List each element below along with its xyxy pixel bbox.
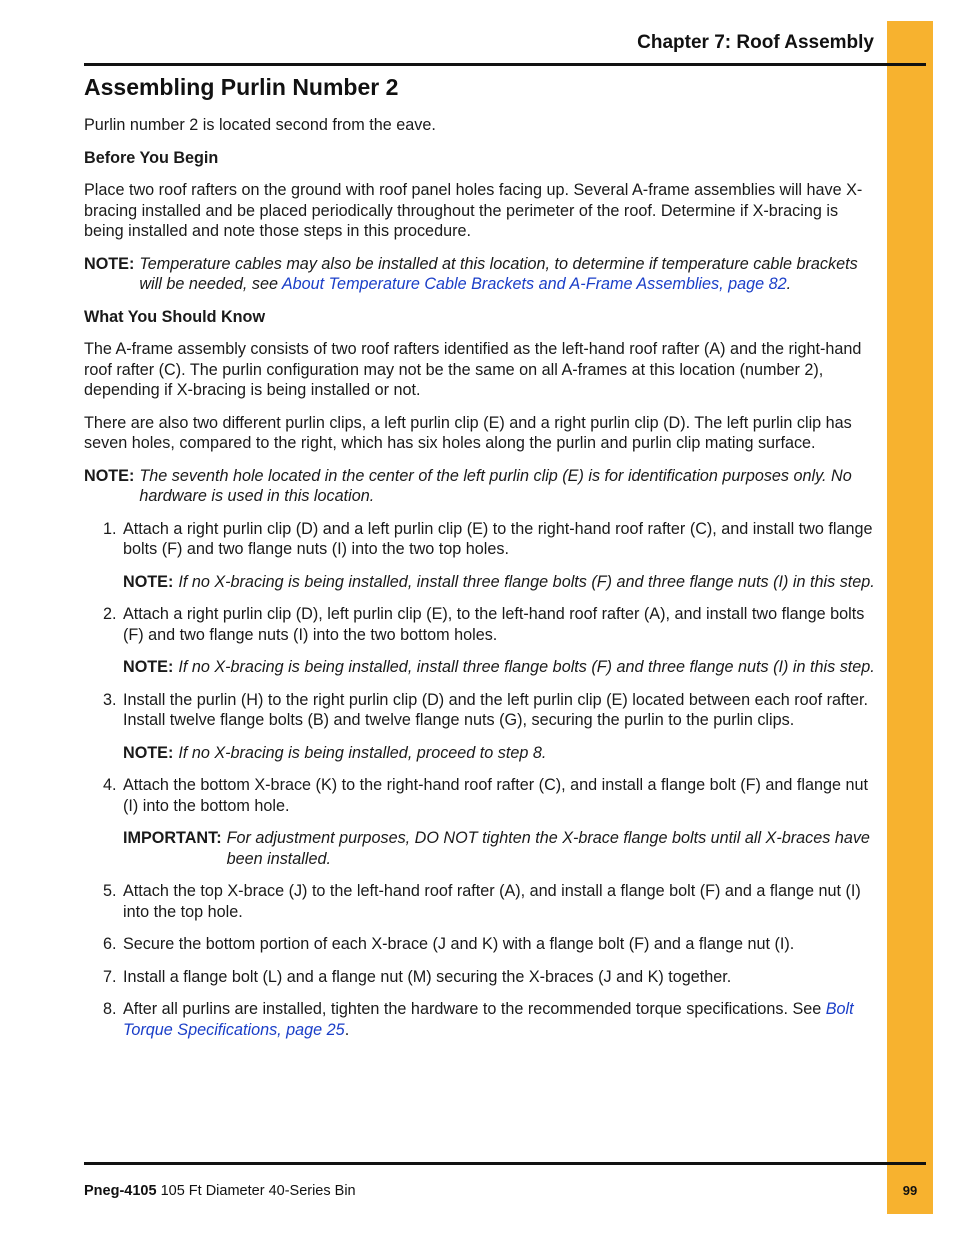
- step-text: Attach a right purlin clip (D) and a left purlin clip (E) to the right-hand roof rafter (C), and install two flange bolts (F) and two flange nuts (I) into the two top holes.: [123, 519, 873, 558]
- before-paragraph: Place two roof rafters on the ground with roof panel holes facing up. Several A-frame assemblies will have X-bracing installed and be placed periodically throughout the perimeter of the roof. Determine if X-bracing is being installed and note those steps in this procedure.: [84, 181, 863, 240]
- before-note: [84, 254, 876, 295]
- step-body: After all purlins are installed, tighten the hardware to the recommended torque specifications. See: [123, 1000, 826, 1018]
- note-body: Temperature cables may also be installed at this location, to determine if temperature cable brackets will be needed, see: [139, 254, 858, 293]
- step-number: 7.: [103, 967, 117, 986]
- note-label: NOTE:: [123, 658, 174, 676]
- step-text: Install a flange bolt (L) and a flange nut (M) securing the X-braces (J and K) together.: [123, 967, 732, 986]
- step-number: 8.: [103, 1000, 117, 1018]
- doc-id: Pneg-4105: [84, 1183, 157, 1199]
- step-important: [123, 828, 876, 869]
- step-number: 3.: [103, 690, 117, 709]
- footer: [84, 1183, 356, 1199]
- step-number: 6.: [103, 935, 117, 953]
- know-heading: What You Should Know: [84, 307, 266, 326]
- header-rule: [84, 63, 926, 66]
- note-label: NOTE:: [84, 466, 135, 485]
- before-heading: Before You Begin: [84, 148, 219, 167]
- step-note: [123, 743, 876, 764]
- note-text: If no X-bracing is being installed, proceed to step 8.: [178, 743, 547, 762]
- step-number: 5.: [103, 882, 117, 900]
- step-text: Secure the bottom portion of each X-brace (J and K) with a flange bolt (F) and a flange nut (I).: [123, 935, 795, 953]
- step-item: [84, 934, 876, 955]
- note-label: NOTE:: [123, 572, 174, 591]
- step-note: [123, 657, 876, 678]
- bolt-torque-link[interactable]: Bolt Torque Specifications, page 25: [123, 1000, 854, 1039]
- note-text: The seventh hole located in the center of the left purlin clip (E) is for identification purposes only. No hardware is used in this location.: [139, 466, 852, 505]
- step-text: Install the purlin (H) to the right purlin clip (D) and the left purlin clip (E) located between each roof rafter. Install twelve flange bolts (B) and twelve flange nuts (G), securing the purlin to the purlin clips.: [123, 690, 868, 729]
- note-text: If no X-bracing is being installed, install three flange bolts (F) and three flange nuts (I) in this step.: [178, 572, 875, 591]
- step-text: [123, 999, 876, 1040]
- step-number: 4.: [103, 776, 117, 794]
- know-note: [84, 466, 876, 507]
- step-item: [84, 519, 876, 560]
- steps-list: [84, 519, 876, 1041]
- step-text: Attach the bottom X-brace (K) to the right-hand roof rafter (C), and install a flange bolt (F) and flange nut (I) into the bottom hole.: [123, 776, 869, 815]
- intro-paragraph: Purlin number 2 is located second from the eave.: [84, 116, 436, 134]
- chapter-heading: Chapter 7: Roof Assembly: [637, 32, 874, 53]
- note-label: NOTE:: [84, 254, 135, 273]
- important-label: IMPORTANT:: [123, 829, 222, 847]
- doc-title: 105 Ft Diameter 40-Series Bin: [160, 1183, 356, 1199]
- page-number: 99: [902, 1183, 918, 1198]
- step-item: [84, 604, 876, 645]
- step-item: [84, 967, 876, 988]
- step-item: [84, 999, 876, 1040]
- page-title: Assembling Purlin Number 2: [84, 74, 399, 100]
- footer-rule: [84, 1162, 926, 1165]
- note-end: .: [786, 275, 792, 293]
- step-number: 2.: [103, 605, 117, 623]
- chapter-side-tab: [887, 21, 933, 1214]
- step-text: Attach the top X-brace (J) to the left-hand roof rafter (A), and install a flange bolt (F) and a flange nut (I) into the top hole.: [123, 882, 861, 921]
- step-number: 1.: [103, 519, 117, 538]
- step-end: .: [344, 1020, 350, 1039]
- step-item: [84, 690, 876, 731]
- note-label: NOTE:: [123, 743, 174, 762]
- main-content: [84, 70, 876, 1052]
- note-text: If no X-bracing is being installed, install three flange bolts (F) and three flange nuts (I) in this step.: [178, 658, 875, 676]
- temperature-cable-link[interactable]: About Temperature Cable Brackets and A-Frame Assemblies, page 82: [281, 275, 787, 293]
- step-note: [123, 572, 876, 593]
- know-paragraph-1: The A-frame assembly consists of two roof rafters identified as the left-hand roof rafter (A) and the right-hand roof rafter (C). The purlin configuration may not be the same on all A-frames at this location (number 2), depending if X-bracing is being installed or not.: [84, 340, 862, 399]
- step-item: [84, 775, 876, 816]
- step-text: Attach a right purlin clip (D), left purlin clip (E), to the left-hand roof rafter (A), and install two flange bolts (F) and two flange nuts (I) into the two bottom holes.: [123, 605, 865, 644]
- step-item: [84, 881, 876, 922]
- note-text: [139, 254, 876, 295]
- know-paragraph-2: There are also two different purlin clips, a left purlin clip (E) and a right purlin clip (D). The left purlin clip has seven holes, compared to the right, which has six holes along the purlin and purlin clip mating surface.: [84, 413, 852, 452]
- important-text: For adjustment purposes, DO NOT tighten the X-brace flange bolts until all X-braces have been installed.: [226, 829, 870, 868]
